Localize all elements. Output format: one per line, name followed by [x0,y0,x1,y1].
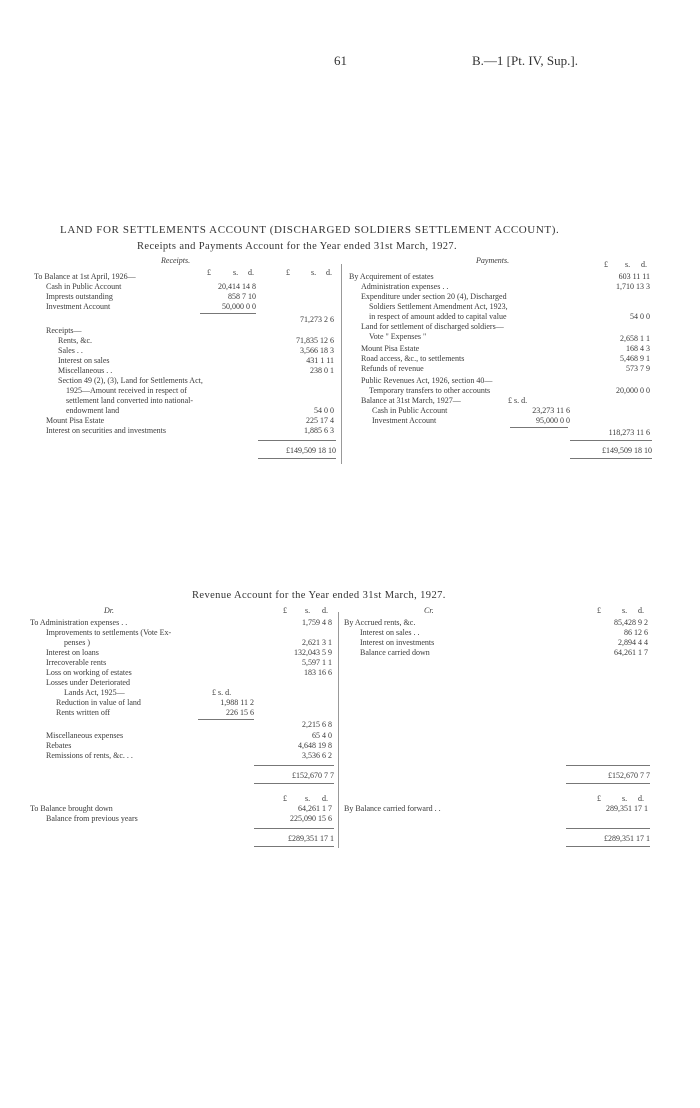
payment-line: Vote " Expenses " [369,332,427,341]
debit-line: Losses under Deteriorated [46,678,130,687]
payment-total: 2,658 1 1 [620,334,650,343]
total-rule [254,828,334,829]
col-header-pound: £ [283,606,287,615]
debit-line: Rents written off [56,708,111,717]
receipt-amount: 858 7 10 [228,292,256,301]
subtotal-rule [198,719,254,720]
payment-total: 5,468 9 1 [620,354,650,363]
col-header-pound: £ [597,794,601,803]
receipt-line: settlement land converted into national- [66,396,194,405]
payment-amount: 95,000 0 0 [536,416,570,425]
payment-line: Road access, &c., to settlements [361,354,465,363]
receipt-line: Interest on securities and investments [46,426,166,435]
receipt-total: 54 0 0 [314,406,334,415]
debit-total: 3,536 6 2 [302,751,332,760]
debit-line: Lands Act, 1925— [64,688,125,697]
receipt-line: endowment land [66,406,120,415]
col-header-shilling: s. [311,268,317,277]
payment-amount: 23,273 11 6 [532,406,570,415]
receipt-line: To Balance at 1st April, 1926— [34,272,136,281]
col-header-pound: £ [604,260,608,269]
payment-line: Public Revenues Act, 1926, section 40— [361,376,493,385]
payment-total: 603 11 11 [618,272,650,281]
center-divider [338,612,339,848]
debit-line: Remissions of rents, &c. . . [46,751,133,760]
page-title: LAND FOR SETTLEMENTS ACCOUNT (DISCHARGED SOLDIERS SETTLEMENT ACCOUNT). [60,224,560,236]
credit-total: 85,428 9 2 [614,618,648,627]
col-header-shilling: s. [233,268,239,277]
receipt-line: 1925—Amount received in respect of [66,386,187,395]
col-header-shilling: s. [305,794,311,803]
payment-line: Cash in Public Account [372,406,448,415]
col-header-pound: £ [283,794,287,803]
credit-heading: Cr. [424,606,434,615]
receipt-line: Miscellaneous . . [58,366,113,375]
debit-subheader: £ s. d. [212,688,232,697]
col-header-pound: £ [597,606,601,615]
center-divider [341,264,342,464]
payment-line: Administration expenses . . [361,282,449,291]
receipt-total: 238 0 1 [310,366,334,375]
payment-line: in respect of amount added to capital value [369,312,507,321]
col-header-shilling: s. [622,794,628,803]
payment-total: 573 7 9 [626,364,650,373]
payments-heading: Payments. [476,256,510,265]
debit-line: Improvements to settlements (Vote Ex- [46,628,172,637]
col-header-pence: d. [322,606,328,615]
total-rule [254,765,334,766]
debit-line: Interest on loans [46,648,99,657]
payment-line: Refunds of revenue [361,364,424,373]
payment-total: 54 0 0 [630,312,650,321]
debit-grand-total-2: £289,351 17 1 [288,834,334,843]
total-rule [566,828,650,829]
receipt-line: Receipts— [46,326,82,335]
total-rule [570,440,652,441]
receipt-amount: 50,000 0 0 [222,302,256,311]
payment-line: Soldiers Settlement Amendment Act, 1923, [369,302,508,311]
credit-total: 86 12 6 [624,628,648,637]
debit-line: To Administration expenses . . [30,618,128,627]
col-header-pence: d. [326,268,332,277]
debit-total: 2,621 3 1 [302,638,332,647]
receipt-amount: 20,414 14 8 [218,282,256,291]
debit-line: To Balance brought down [30,804,113,813]
receipt-line: Section 49 (2), (3), Land for Settlements Act, [58,376,203,385]
debit-total: 4,648 19 8 [298,741,332,750]
col-header-pence: d. [638,794,644,803]
col-header-pence: d. [322,794,328,803]
receipt-line: Interest on sales [58,356,110,365]
debit-amount: 1,988 11 2 [220,698,254,707]
payment-total: 168 4 3 [626,344,650,353]
receipt-total: 1,885 6 3 [304,426,334,435]
payment-subheader: £ s. d. [508,396,528,405]
receipt-line: Mount Pisa Estate [46,416,105,425]
credit-total: 289,351 17 1 [606,804,648,813]
payment-line: Balance at 31st March, 1927— [361,396,461,405]
total-rule [258,440,336,441]
debit-total: 2,215 6 8 [302,720,332,729]
total-rule [258,458,336,459]
col-header-pence: d. [641,260,647,269]
receipt-total: 225 17 4 [306,416,334,425]
rp-subtitle: Receipts and Payments Account for the Year ended 31st March, 1927. [137,241,458,252]
receipt-total: 3,566 18 3 [300,346,334,355]
debit-grand-total: £152,670 7 7 [292,771,334,780]
page-number: 61 [334,53,347,68]
col-header-pence: d. [248,268,254,277]
payment-line: Expenditure under section 20 (4), Discharged [361,292,507,301]
debit-total: 183 16 6 [304,668,332,677]
credit-line: By Balance carried forward . . [344,804,441,813]
total-rule [570,458,652,459]
payment-line: Investment Account [372,416,437,425]
receipts-heading: Receipts. [161,256,191,265]
receipt-total: 71,835 12 6 [296,336,334,345]
total-rule [566,765,650,766]
total-rule [566,783,650,784]
col-header-pound: £ [286,268,290,277]
debit-line: Balance from previous years [46,814,138,823]
debit-total: 132,043 5 9 [294,648,332,657]
col-header-pound: £ [207,268,211,277]
receipt-line: Sales . . [58,346,83,355]
payment-line: By Acquirement of estates [349,272,434,281]
debit-amount: 226 15 6 [226,708,254,717]
total-rule [254,846,334,847]
credit-grand-total: £152,670 7 7 [608,771,650,780]
receipt-line: Investment Account [46,302,111,311]
col-header-shilling: s. [305,606,311,615]
receipt-line: Rents, &c. [58,336,92,345]
payment-total: 118,273 11 6 [608,428,650,437]
subtotal-rule [510,427,568,428]
debit-total: 1,759 4 8 [302,618,332,627]
payment-line: Temporary transfers to other accounts [369,386,491,395]
debit-line: Miscellaneous expenses [46,731,124,740]
document-reference: B.—1 [Pt. IV, Sup.]. [472,53,578,68]
total-rule [254,783,334,784]
col-header-pence: d. [638,606,644,615]
debit-line: Rebates [46,741,72,750]
credit-total: 64,261 1 7 [614,648,648,657]
debit-line: Loss on working of estates [46,668,132,677]
debit-total: 5,597 1 1 [302,658,332,667]
credit-grand-total-2: £289,351 17 1 [604,834,650,843]
payment-line: Land for settlement of discharged soldiers— [361,322,504,331]
debit-total: 64,261 1 7 [298,804,332,813]
credit-total: 2,894 4 4 [618,638,648,647]
receipts-grand-total: £149,509 18 10 [286,446,336,455]
credit-line: By Accrued rents, &c. [344,618,416,627]
receipt-line: Cash in Public Account [46,282,122,291]
debit-heading: Dr. [104,606,115,615]
subtotal-rule [200,313,256,314]
col-header-shilling: s. [625,260,631,269]
credit-line: Interest on sales . . [360,628,420,637]
receipt-line: Imprests outstanding [46,292,113,301]
debit-total: 65 4 0 [312,731,332,740]
receipt-total: 71,273 2 6 [300,315,334,324]
payment-line: Mount Pisa Estate [361,344,420,353]
credit-line: Interest on investments [360,638,435,647]
total-rule [566,846,650,847]
payment-total: 20,000 0 0 [616,386,650,395]
debit-line: Irrecoverable rents [46,658,107,667]
receipt-total: 431 1 11 [306,356,334,365]
credit-line: Balance carried down [360,648,430,657]
debit-line: Reduction in value of land [56,698,141,707]
debit-line: penses ) [64,638,90,647]
debit-total: 225,090 15 6 [290,814,332,823]
col-header-shilling: s. [622,606,628,615]
revenue-subtitle: Revenue Account for the Year ended 31st March, 1927. [192,590,446,601]
payment-total: 1,710 13 3 [616,282,650,291]
payments-grand-total: £149,509 18 10 [602,446,652,455]
